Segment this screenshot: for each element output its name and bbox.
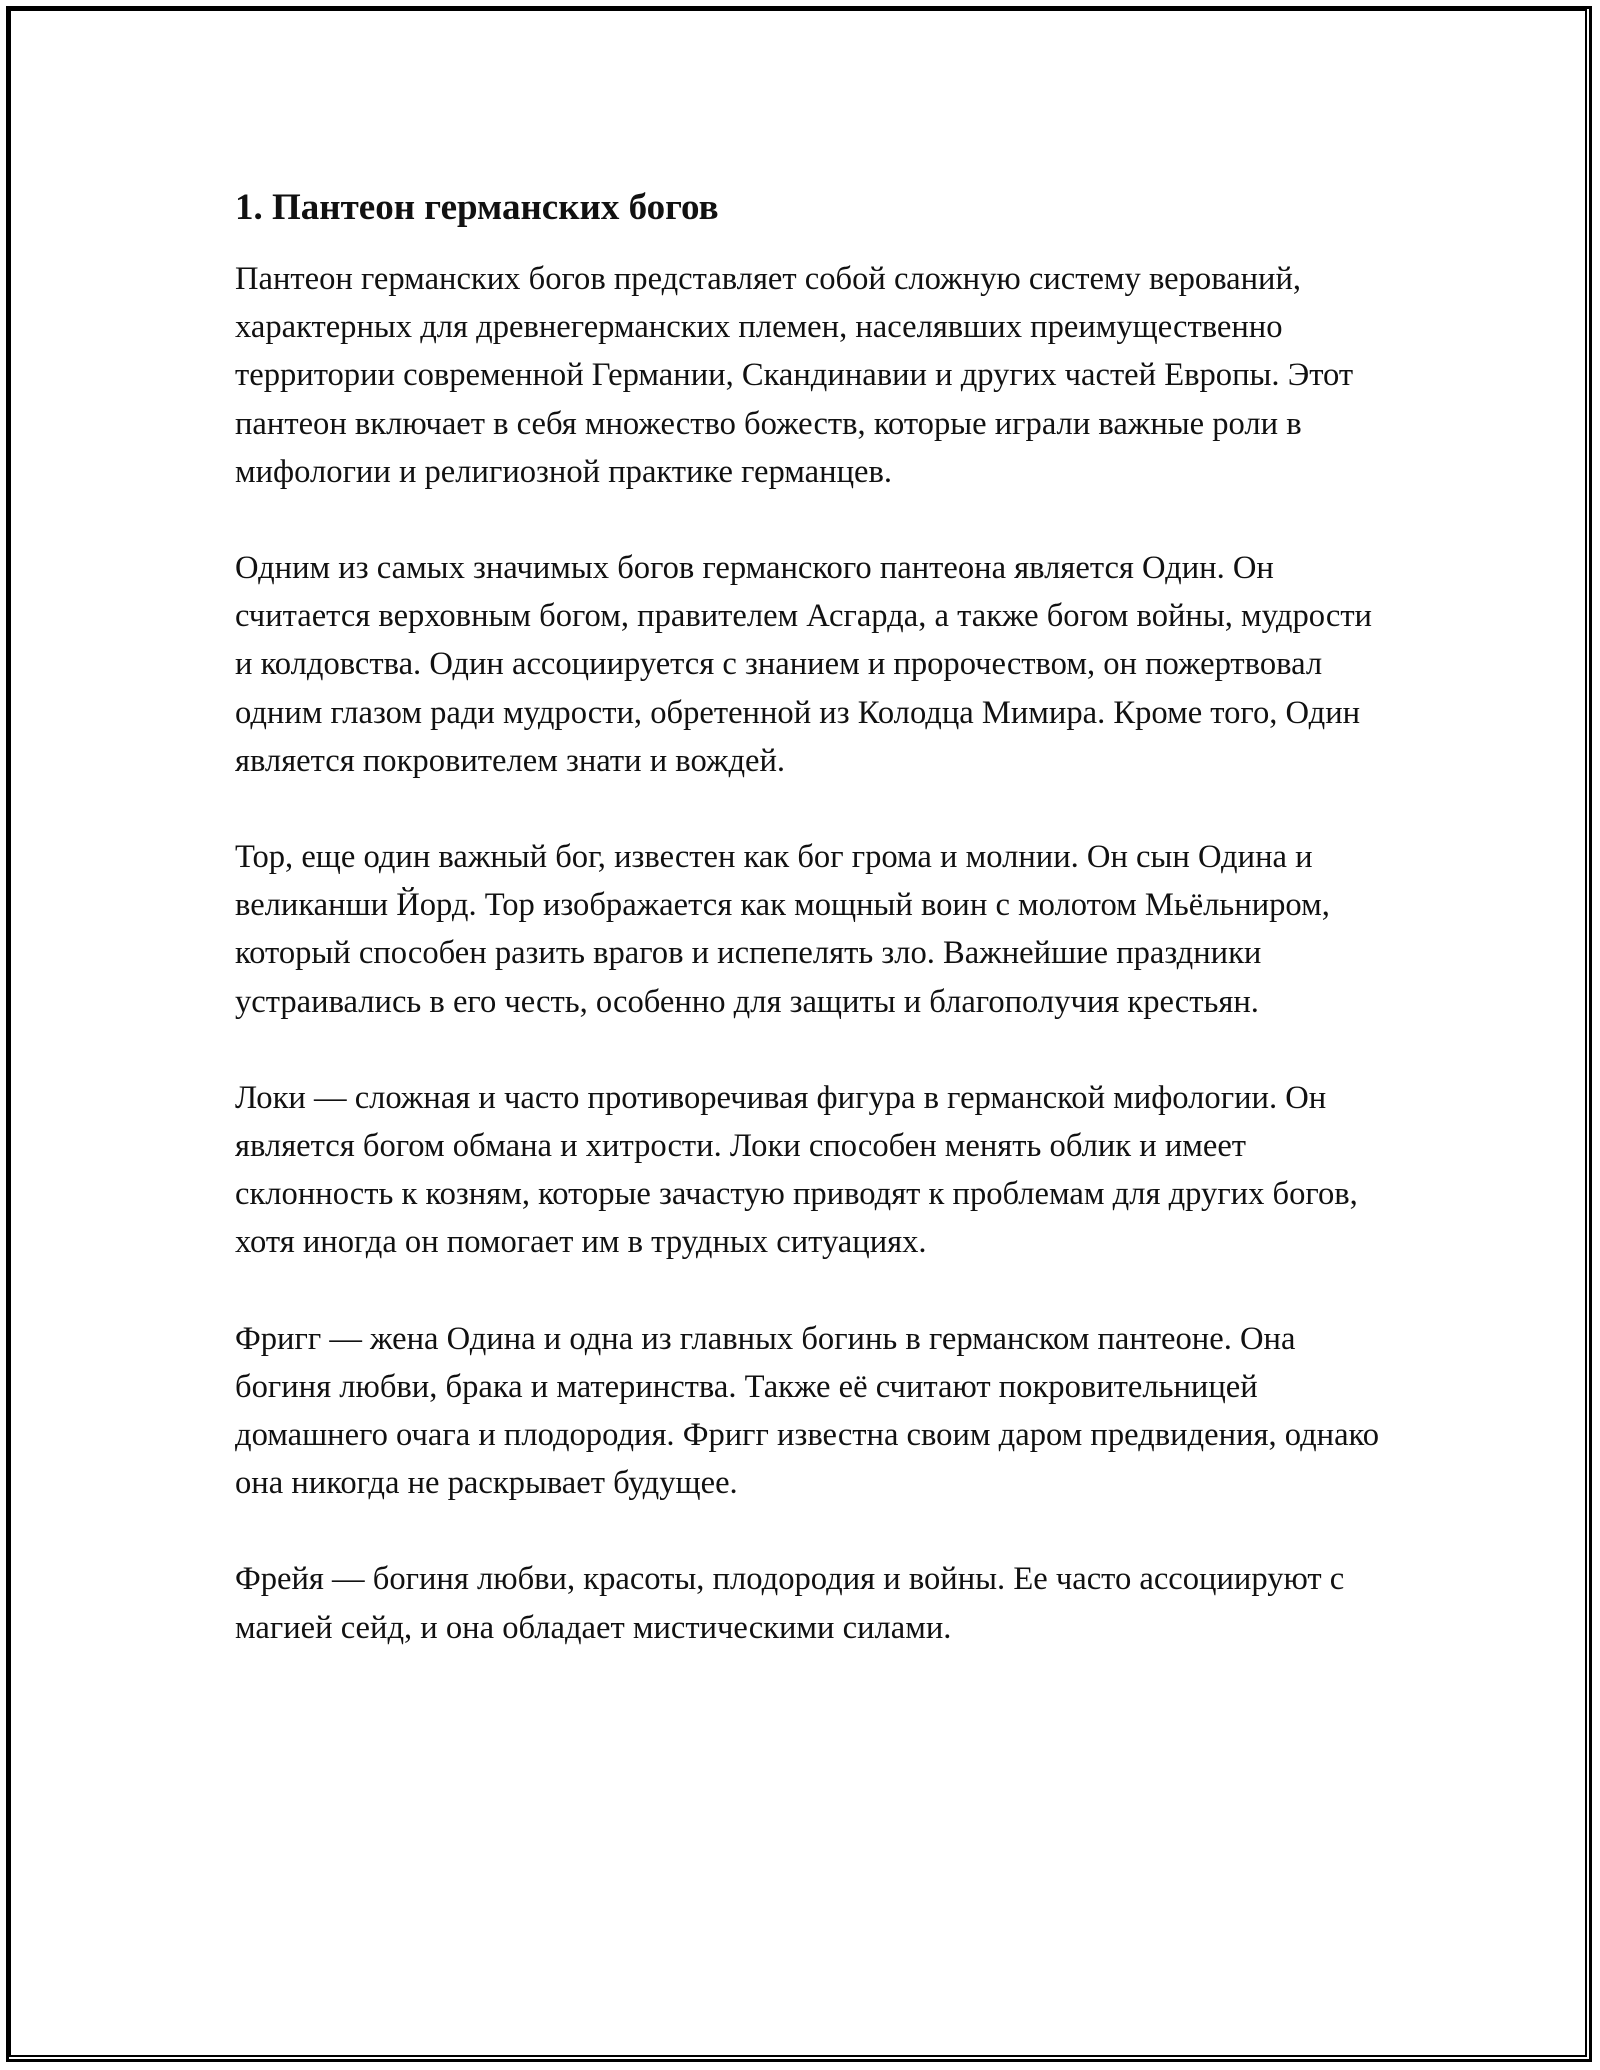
paragraph-loki: Локи — сложная и часто противоречивая фигура в германской мифологии. Он является богом обмана и хитрости. Локи способен менять облик и имеет склонность к козням, которые зачастую приводят к проблемам для других богов, хотя иногда он помогает им в трудных ситуациях. [235,1079,1358,1261]
paragraph-odin: Одним из самых значимых богов германского пантеона является Один. Он считается верховным богом, правителем Асгарда, а также богом войны, мудрости и колдовства. Один ассоциируется с знанием и пророчеством, он пожертвовал одним глазом ради мудрости, обретенной из Колодца Мимира. Кроме того, Один является покровителем знати и вождей. [235,550,1372,779]
paragraph-thor: Тор, еще один важный бог, известен как бог грома и молнии. Он сын Одина и великанши Йорд. Тор изображается как мощный воин с молотом Мьёльниром, который способен разить врагов и испепелять зло. Важнейшие праздники устраивались в его честь, особенно для защиты и благополучия крестьян. [235,839,1330,1020]
document-body [235,185,1385,1652]
paragraph-pantheon-intro: Пантеон германских богов представляет собой сложную систему верований, характерных для древнегерманских племен, населявших преимущественно территории современной Германии, Скандинавии и других частей Европы. Этот пантеон включает в себя множество божеств, которые играли важные роли в мифологии и религиозной практике германцев. [235,261,1354,490]
paragraph-frigg: Фригг — жена Одина и одна из главных богинь в германском пантеоне. Она богиня любви, брака и материнства. Также её считают покровительницей домашнего очага и плодородия. Фригг известна своим даром предвидения, однако она никогда не раскрывает будущее. [235,1320,1380,1502]
section-heading: 1. Пантеон германских богов [235,187,719,228]
paragraph-freya: Фрейя — богиня любви, красоты, плодородия и войны. Ее часто ассоциируют с магией сейд, и она обладает мистическими силами. [235,1561,1345,1646]
